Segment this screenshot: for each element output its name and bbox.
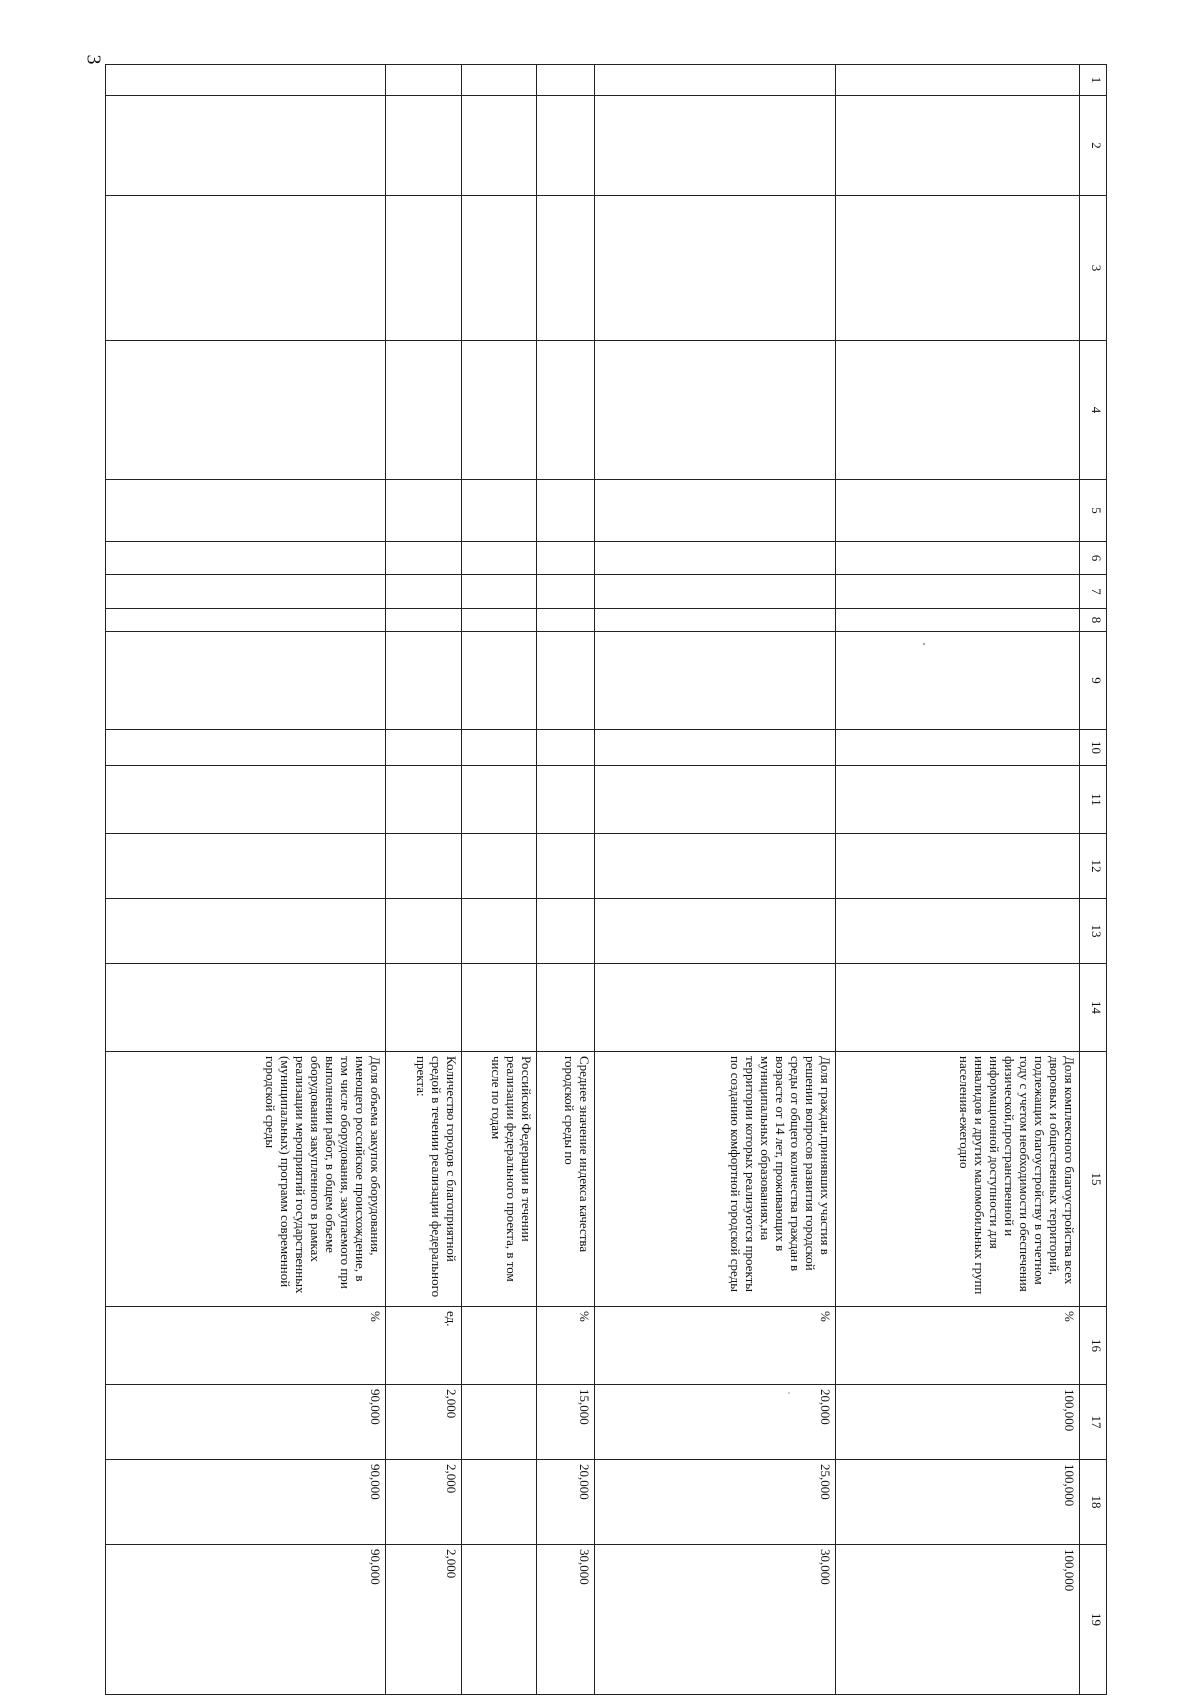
cell [106,542,386,575]
table-frame [105,64,1107,1626]
unit: % [595,1307,836,1385]
cell [386,964,461,1052]
indicators-table [105,64,1107,1695]
value-18: 100,000 [836,1460,1080,1545]
value-18: 20,000 [536,1460,594,1545]
value-18: 90,000 [106,1460,386,1545]
cell [461,480,536,542]
column-header: 9 [1080,632,1107,730]
column-header: 11 [1080,766,1107,834]
cell [536,899,594,964]
column-header: 16 [1080,1307,1107,1385]
table-row [106,65,386,1695]
value-18: 2,000 [386,1460,461,1545]
cell [461,609,536,632]
cell [595,834,836,899]
cell [386,196,461,341]
cell [536,632,594,730]
cell [595,196,836,341]
value-19: 2,000 [386,1545,461,1695]
column-header: 10 [1080,730,1107,766]
cell [106,834,386,899]
cell [595,964,836,1052]
cell [836,632,1080,730]
table-row [836,65,1080,1695]
cell [536,609,594,632]
cell [106,632,386,730]
column-header: 12 [1080,834,1107,899]
column-header: 18 [1080,1460,1107,1545]
cell [536,730,594,766]
column-number-row [1080,65,1107,1695]
cell [836,96,1080,196]
cell [106,964,386,1052]
cell [386,632,461,730]
cell [386,766,461,834]
cell [836,834,1080,899]
value-17: 90,000 [106,1385,386,1460]
cell [106,899,386,964]
cell [461,964,536,1052]
value-17: 2,000 [386,1385,461,1460]
cell [106,730,386,766]
cell [836,196,1080,341]
cell [461,834,536,899]
cell [386,834,461,899]
value-19: 90,000 [106,1545,386,1695]
cell [461,341,536,480]
value-19 [461,1545,536,1695]
cell [461,196,536,341]
cell [461,575,536,609]
cell [836,964,1080,1052]
value-17: 20,000 [595,1385,836,1460]
indicator-name: Количество городов с благоприятной средой в течении реализации федерального пректа: [386,1052,461,1307]
value-17: 15,000 [536,1385,594,1460]
cell [595,575,836,609]
cell [386,341,461,480]
cell [536,542,594,575]
indicator-name: Российской Федерации в течении реализации федерального проекта, в том числе по годам [461,1052,536,1307]
cell [595,96,836,196]
cell [106,196,386,341]
table-row [461,65,536,1695]
cell [595,766,836,834]
cell [595,899,836,964]
cell [461,542,536,575]
cell [386,575,461,609]
cell [536,834,594,899]
cell [536,196,594,341]
column-header: 5 [1080,480,1107,542]
cell [106,766,386,834]
cell [836,480,1080,542]
cell [536,964,594,1052]
column-header: 19 [1080,1545,1107,1695]
table-row [595,65,836,1695]
value-19: 100,000 [836,1545,1080,1695]
column-header: 1 [1080,65,1107,96]
cell [386,899,461,964]
cell [461,766,536,834]
indicator-name: Доля граждан,принявших участия в решении вопросов развития городской среды от общего количества граждан в возрасте от 14 лет, проживающих в муниципальных образованиях,на территории которых реализуются проекты по созданию комфортной городской среды [595,1052,836,1307]
value-18 [461,1460,536,1545]
cell [836,899,1080,964]
cell [536,766,594,834]
cell [836,575,1080,609]
indicator-name: Среднее значение индекса качества городской среды по [536,1052,594,1307]
rotated-table-container [105,64,1107,1626]
cell [595,65,836,96]
value-18: 25,000 [595,1460,836,1545]
cell [536,96,594,196]
cell [836,730,1080,766]
column-header: 3 [1080,196,1107,341]
column-header: 6 [1080,542,1107,575]
table-row [386,65,461,1695]
cell [106,96,386,196]
cell [106,341,386,480]
cell [386,609,461,632]
cell [106,65,386,96]
column-header: 4 [1080,341,1107,480]
cell [836,609,1080,632]
unit [461,1307,536,1385]
value-19: 30,000 [595,1545,836,1695]
cell [536,480,594,542]
cell [595,341,836,480]
cell [836,65,1080,96]
cell [536,575,594,609]
cell [461,730,536,766]
cell [536,65,594,96]
cell [386,480,461,542]
cell [106,609,386,632]
cell [386,542,461,575]
column-header: 13 [1080,899,1107,964]
unit: % [536,1307,594,1385]
cell [461,65,536,96]
column-header: 15 [1080,1052,1107,1307]
value-17 [461,1385,536,1460]
value-19: 30,000 [536,1545,594,1695]
cell [386,730,461,766]
scan-speck [923,643,925,645]
unit: % [836,1307,1080,1385]
table-row [536,65,594,1695]
cell [595,730,836,766]
scan-speck [788,1392,790,1394]
column-header: 8 [1080,609,1107,632]
page-number: 3 [82,54,105,65]
cell [595,632,836,730]
cell [836,766,1080,834]
column-header: 2 [1080,96,1107,196]
cell [386,96,461,196]
cell [595,609,836,632]
cell [536,341,594,480]
column-header: 17 [1080,1385,1107,1460]
cell [106,575,386,609]
cell [461,96,536,196]
cell [106,480,386,542]
cell [595,542,836,575]
indicator-name: Доля объема закупок оборудования, имеющего российское происхождение, в том числе оборудования, закупаемого при выполнении работ, в общем объеме оборудования закупленного в рамках реализации мероприятий государственных (муниципальных) программ современной городской среды [106,1052,386,1307]
cell [386,65,461,96]
cell [461,632,536,730]
unit: % [106,1307,386,1385]
indicator-name: Доля комплексного благоустройства всех дворовых и общественных территорий, подлежащих благоустройству в отчетном году с учетом необходимости обеспечения физической,пространственной и информационной доступности для инвалидов и других маломобильных групп населения-ежегодно [836,1052,1080,1307]
cell [836,542,1080,575]
column-header: 7 [1080,575,1107,609]
unit: ед. [386,1307,461,1385]
cell [836,341,1080,480]
cell [595,480,836,542]
cell [461,899,536,964]
value-17: 100,000 [836,1385,1080,1460]
column-header: 14 [1080,964,1107,1052]
